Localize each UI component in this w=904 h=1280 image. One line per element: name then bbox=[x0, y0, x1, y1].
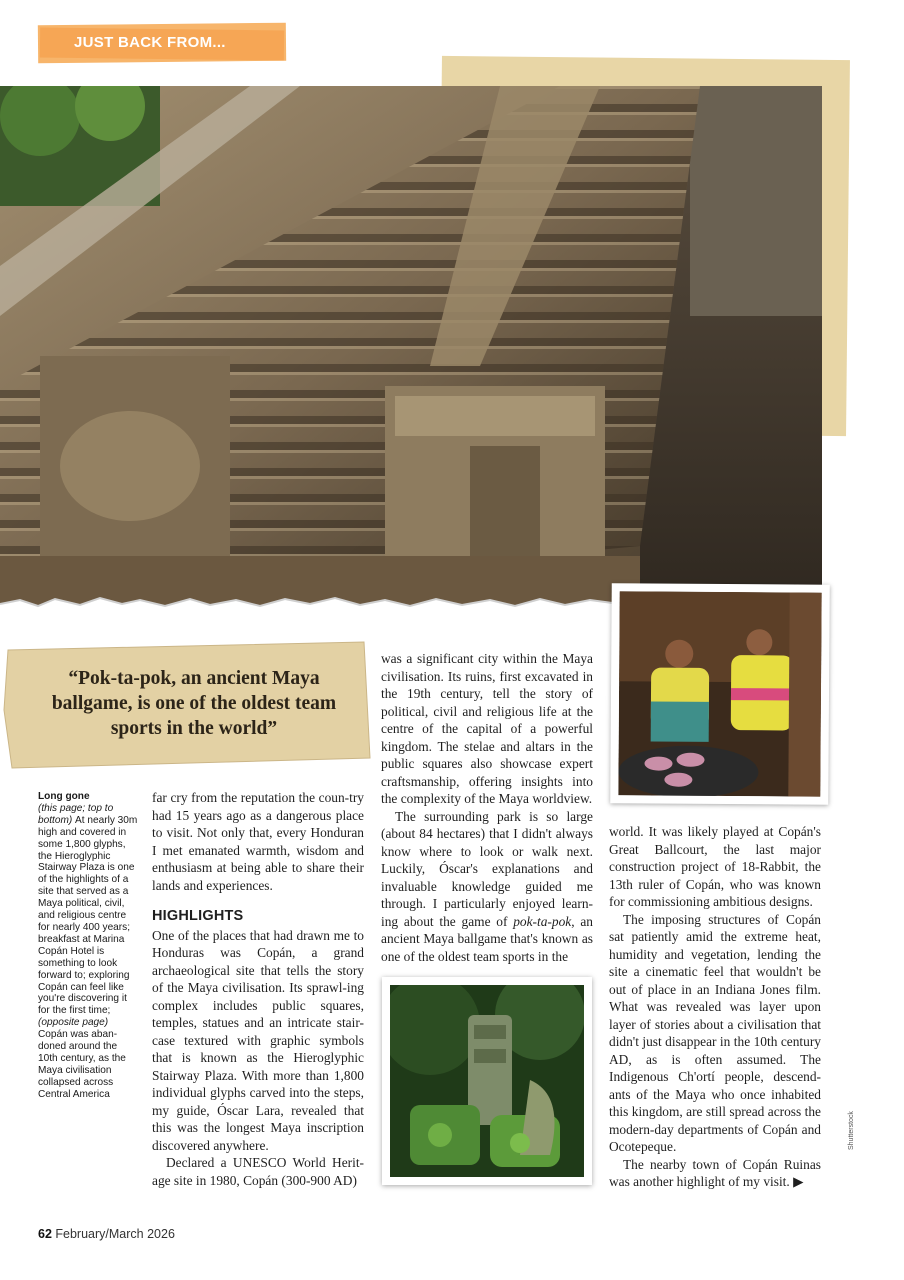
caption-text-2: Copán was aban-doned around the 10th century, as the Maya civilisation collapsed across Central America bbox=[38, 1029, 126, 1100]
paragraph-text: The nearby town of Copán Ruinas was another highlight of my visit. bbox=[609, 1156, 821, 1189]
paragraph: The imposing structures of Copán sat patiently amid the extreme heat, humidity and vegetation, lending the site a cinematic feel that wouldn't be out of place in an Indiana Jones film. What was revealed was layer upon layer of stories about a civilisation that didn't just disappear in the 10th century AD, as is often assumed. The Indigenous Ch'ortí people, descend-ants of the Maya who once inhabited this kingdom, are still spread across the modern-day departments of Copán and Ocotepeque. bbox=[609, 911, 821, 1154]
statues-image bbox=[390, 985, 584, 1177]
hero-stairway-image bbox=[0, 86, 822, 606]
issue-date: February/March 2026 bbox=[55, 1227, 175, 1241]
paragraph-text: , an ancient Maya ballgame that's known as one of the oldest team sports in the bbox=[381, 913, 593, 964]
photo-credit: Shutterstock bbox=[848, 1111, 855, 1150]
caption-text-1: At nearly 30m high and covered in some 1,800 glyphs, the Hieroglyphic Stairway Plaza is one of the highlights of a site that served as a Maya political, civil, and religious centre for nearly 400 years; breakfast at Marina Copán Hotel is something to look forward to; exploring Copán can feel like you're discovering it for the first time; bbox=[38, 814, 138, 1017]
page-number: 62 bbox=[38, 1227, 52, 1241]
paragraph-text: The surrounding park is so large (about 84 hectares) that I didn't always know where to look or walk next. Luckily, Óscar's explanations and invaluable knowledge guided me through. I particularly enjoyed learn-ing about the game of bbox=[381, 808, 593, 929]
article-column-1 bbox=[152, 789, 364, 1189]
caption-opposite-note: (opposite page) bbox=[38, 1017, 109, 1029]
paragraph: One of the places that had drawn me to Honduras was Copán, a grand archaeological site that tells the story of the Maya civilisation. Its sprawl-ing complex includes public squares, temples, statues and an intricate stair-case textured with graphic symbols that is known as the Hieroglyphic Stairway Plaza. With more than 1,800 individual glyphs carved into the steps, my guide, Óscar Lara, revealed that this was the longest Maya inscription discovered anywhere. bbox=[152, 927, 364, 1153]
photo-mossy-statues bbox=[382, 977, 592, 1185]
page-footer bbox=[38, 1227, 175, 1241]
breakfast-image bbox=[618, 591, 821, 796]
article-column-3 bbox=[609, 823, 821, 1191]
end-mark-icon: ▶ bbox=[793, 1174, 804, 1189]
paragraph: world. It was likely played at Copán's Great Ballcourt, the last major construction project of 18-Rabbit, the 13th ruler of Copán, who was known for commissioning ambitious designs. bbox=[609, 824, 821, 909]
torn-edge bbox=[0, 596, 620, 626]
paragraph bbox=[609, 1156, 821, 1191]
subheading-highlights: HIGHLIGHTS bbox=[152, 908, 244, 924]
pull-quote bbox=[2, 640, 372, 770]
paragraph: Declared a UNESCO World Herit-age site in 1980, Copán (300-900 AD) bbox=[152, 1155, 364, 1188]
section-tag bbox=[38, 24, 286, 62]
section-tag-label: JUST BACK FROM... bbox=[74, 34, 226, 51]
photo-breakfast bbox=[610, 583, 830, 805]
pull-quote-text: “Pok-ta-pok, an ancient Maya ballgame, is one of the oldest team sports in the world” bbox=[51, 668, 337, 739]
photo-caption bbox=[38, 791, 138, 1101]
paragraph bbox=[381, 808, 593, 966]
paragraph: far cry from the reputation the coun-try had 15 years ago as a dangerous place to visit. Not only that, every Honduran I met emanated warmth, wisdom and enthusiasm at being able to share their lands and experiences. bbox=[152, 790, 364, 893]
emphasis-pok-ta-pok: pok-ta-pok bbox=[513, 913, 572, 929]
caption-title: Long gone bbox=[38, 791, 90, 802]
hero-photo bbox=[0, 86, 822, 606]
paragraph: was a significant city within the Maya civilisation. Its ruins, first excavated in the 19th century, tell the story of political, civil and religious life at the centre of the capital of a powerful kingdom. The stelae and altars in the public squares also showcase expert craftsmanship, offering insights into the complexity of the Maya worldview. bbox=[381, 651, 593, 806]
caption-order-note: (this page; top to bottom) bbox=[38, 802, 114, 826]
article-column-2 bbox=[381, 650, 593, 965]
